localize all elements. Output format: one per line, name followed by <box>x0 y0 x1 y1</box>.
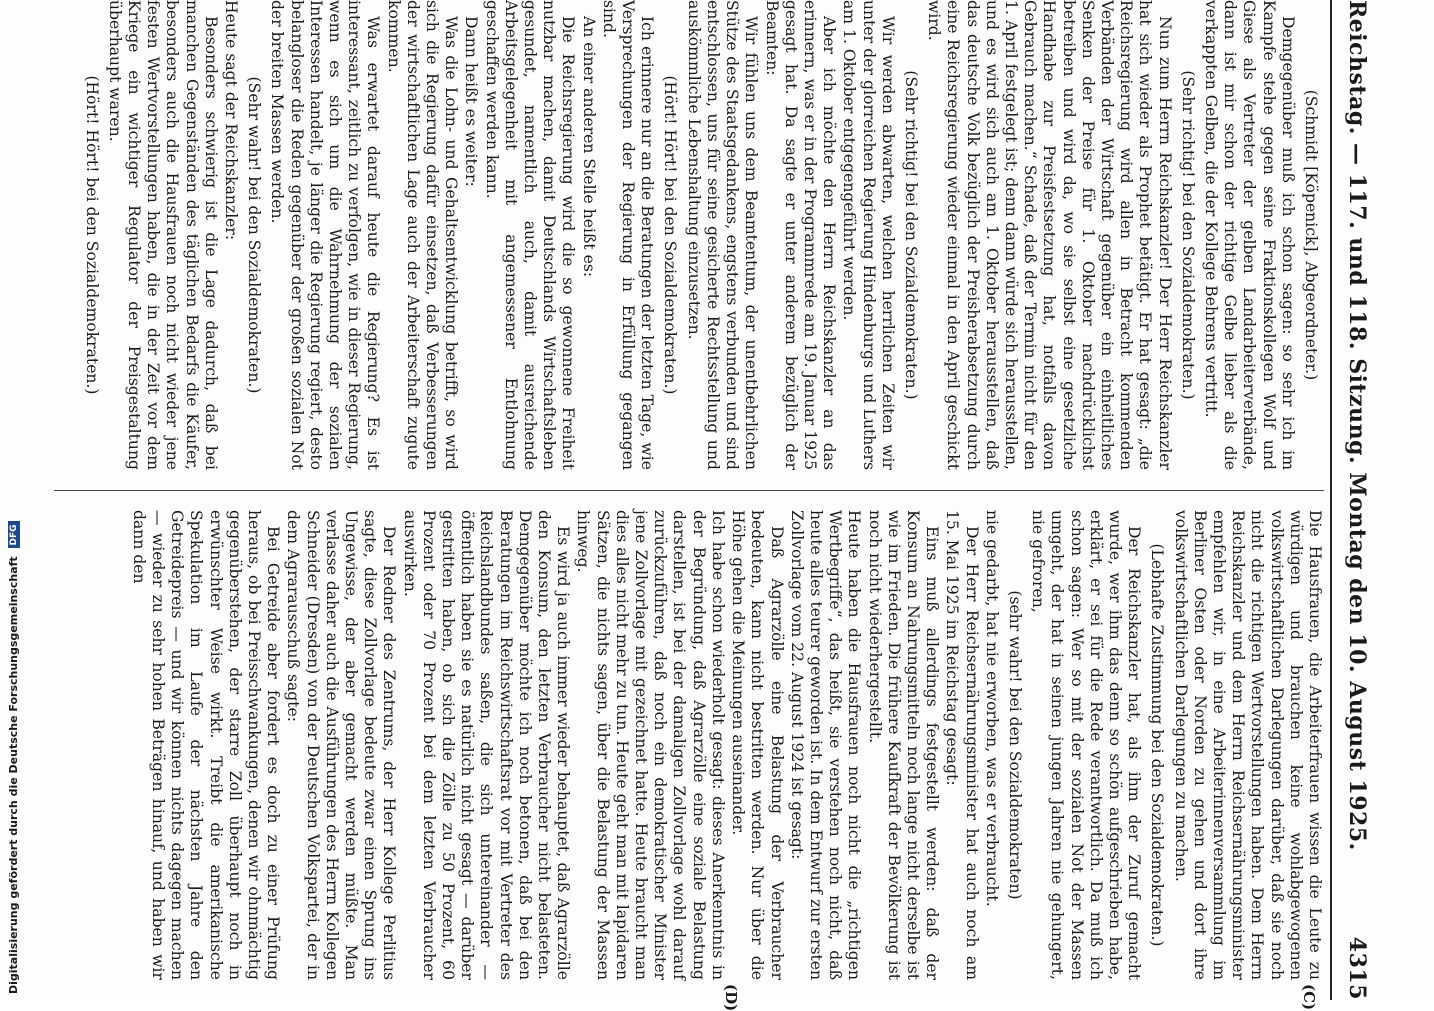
paragraph: Heute sagt der Reichskanzler: <box>222 0 241 241</box>
paragraph: An einer anderen Stelle heißt es: <box>579 16 598 278</box>
page-header <box>1334 0 1380 1000</box>
paragraph: Der Herr Reichsernährungsminister hat auch noch am 15. Mai 1925 im Reichstag gesagt: <box>943 510 981 980</box>
quotation: Eins muß allerdings festgestellt werden: daß der Konsum an Nahrungsmitteln noch lange nicht derselbe ist wie im Frieden. Die frühere Kaufkraft der Bevölkerung ist noch nicht wiederhergestellt. <box>865 510 942 980</box>
paragraph: Die Hausfrauen, die Arbeiterfrauen wissen die Leute zu würdigen und brauchen keine wohlabgewogenen volkswirtschaftlichen Darlegungen darüber, daß sie noch nicht die richtigen Wertvorstellungen haben. Dem Herrn Reichskanzler und dem Herrn Reichsernährungsminister empfehlen wir, in eine Arbeiterinnenversammlung im Berliner Osten oder Norden zu gehen und dort ihre volkswirtschaftlichen Darlegungen zu machen. <box>1171 510 1324 980</box>
paragraph: Heute haben die Hausfrauen noch nicht die „richtigen Wertbegriffe“, das heißt, sie verstehen noch nicht, daß heute alles teurer geworden ist. In dem Entwurf zur ersten Zollvorlage vom 22. August 1924 ist gesagt: <box>787 510 864 980</box>
paragraph: Der Reichskanzler hat, als ihm der Zuruf gemacht wurde, wer ihm das denn so schön aufgeschrieben habe, erklärt, er sei für die Rede verantwortlich. Da muß ich schon sagen: Wer so mit der sozialen Not der Massen umgeht, der hat in seinen jungen Jahren nie gehungert, nie gefroren, <box>1029 510 1144 980</box>
quotation: Bei Getreide aber fordert es doch zu einer Prüfung heraus, ob bei Preisschwankungen, denen wir ohnmächtig gegenüberstehen, der starre Zoll überhaupt noch in erwünschter Weise wirkt. Treibt die amerikanische Spekulation im Laufe der nächsten Jahre den Getreidepreis — und wir können nichts dagegen machen — wieder zu sehr hohen Beträgen hinauf, und haben wir dann den <box>129 510 283 980</box>
column-divider <box>54 490 1324 491</box>
interjection: (Sehr richtig! bei den Sozialdemokraten.) <box>1178 70 1197 400</box>
margin-marker-d: (D) <box>722 984 740 1011</box>
interjection: (Sehr richtig! bei den Sozialdemokraten.) <box>901 70 920 400</box>
quotation: Besonders schwierig ist die Lage dadurch, daß bei manchen Gegenständen des täglichen Bedarfs die Käufer, besonders auch die Hausfrauen noch nicht wieder jene festen Wertvorstellungen haben, die in der Zeit vor dem Kriege ein wichtiger Regulator der Preisgestaltung überhaupt waren. <box>105 0 220 470</box>
margin-marker-c: (C) <box>1300 984 1318 1011</box>
page-number: 4315 <box>1344 936 1370 1000</box>
quotation: Daß Agrarzölle eine Belastung der Verbraucher bedeuten, kann nicht bestritten werden. Nur über die Höhe gehen die Meinungen auseinander. <box>729 510 786 980</box>
interjection: (Sehr wahr! bei den Sozialdemokraten.) <box>245 76 264 394</box>
quotation: Die Reichsregierung wird die so gewonnene Freiheit nutzbar machen, damit Deutschlands Wirtschaftsleben gesundet, namentlich auch, damit ausreichende Arbeitsgelegenheit mit angemessener Entlohnung geschaffen werden kann. <box>482 0 578 470</box>
right-column <box>128 510 1324 980</box>
interjection: (Hört! Hört! bei den Sozialdemokraten.) <box>82 75 101 395</box>
interjection: (Hört! Hört! bei den Sozialdemokraten.) <box>661 75 680 395</box>
header-rule <box>1330 0 1332 1000</box>
paragraph: Es wird ja auch immer wieder behauptet, daß Agrarzölle den Konsum, den letzten Verbraucher nicht belasteten. Demgegenüber möchte ich noch betonen, daß bei den Beratungen im Reichswirtschaftsrat vor mit Vertreter des Reichslandbundes saßen, die sich untereinander — öffentlich haben sie es natürlich nicht gesagt — darüber gestritten haben, ob sich die Zölle zu 50 Prozent, 60 Prozent oder 70 Prozent bei dem letzten Verbraucher auswirken. <box>400 510 573 980</box>
dfg-logo: DFG <box>8 521 20 548</box>
paragraph: Was erwartet darauf heute die Regierung? Es ist interessant, zeitlich zu verfolgen, wie in dieser Regierung, wenn es sich um die Wahrnehmung der sozialen Interessen handelt, je länger die Regierung regiert, desto belangloser die Reden gegenüber der großen sozialen Not der breiten Massen werden. <box>268 0 383 470</box>
quotation: Was die Lohn- und Gehaltsentwicklung betrifft, so wird sich die Regierung dafür einsetzen, daß Verbesserungen der wirtschaftlichen Lage auch der Arbeiterschaft zugute kommen. <box>384 0 461 470</box>
paragraph: Nun zum Herrn Reichskanzler! Der Herr Reichskanzler hat sich wieder als Prophet betätigt. Er hat gesagt: „die Reichsregierung wird allen in Betracht kommenden Verbänden der Wirtschaft gegenüber ein einheitliches Senken der Preise für 1. Oktober nachdrücklichst betreiben und wird da, wo sie selbst eine gesetzliche Handhabe zur Preisfestsetzung hat, notfalls davon Gebrauch machen.“ Schade, daß der Termin nicht für den 1. April festgelegt ist; denn dann würde sich herausstellen, und es wird sich auch am 1. Oktober herausstellen, daß das deutsche Volk bezüglich der Preisherabsetzung durch eine Reichsregierung wieder einmal in den April geschickt wird. <box>925 0 1174 470</box>
interjection: (sehr wahr! bei den Sozialdemokraten) <box>1005 590 1024 900</box>
paragraph: Aber ich möchte den Herrn Reichskanzler an das erinnern, was er in der Programmrede am 19. Januar 1925 gesagt hat. Da sagte er unter anderem bezüglich der Beamten: <box>762 0 839 470</box>
digitization-note <box>7 521 20 994</box>
paragraph: Ich habe schon wiederholt gesagt: dieses Anerkenntnis in der Begründung, daß Agrarzölle eine soziale Belastung darstellen, ist bei der damaligen Zollvorlage wohl darauf zurückzuführen, daß noch ein demokratischer Minister jene Zollvorlage mit gezeichnet hatte. Heute braucht man dies alles nicht mehr zu tun. Heute geht man mit lapidaren Sätzen, die nichts sagen, über die Belastung der Massen hinweg. <box>574 510 727 980</box>
interjection: (Lebhafte Zustimmung bei den Sozialdemokraten.) <box>1148 543 1167 947</box>
speaker-line: (Schmidt [Köpenick], Abgeordneter.) <box>1302 89 1320 381</box>
paragraph: Der Redner des Zentrums, der Herr Kollege Perlitius sagte, diese Zollvorlage bedeute zwar einen Sprung ins Ungewisse, der aber gemacht werden müßte. Man verlasse daher auch die Ausführungen des Herrn Kollegen Schneider (Dresden) von der Deutschen Volkspartei, der in dem Agrarausschuß sagte: <box>284 510 399 980</box>
quotation: Wir fühlen uns dem Beamtentum, der unentbehrlichen Stütze des Staatsgedankens, engstens verbunden und sind entschlossen, uns für seine gesicherte Rechtsstellung und auskömmliche Lebenshaltung einzusetzen. <box>684 0 761 470</box>
paragraph: nie gedarbt, hat nie erworben, was er verbraucht. <box>982 510 1001 907</box>
rotated-page-content <box>40 0 1380 1011</box>
paragraph: Ich erinnere nur an die Beratungen der letzten Tage, wie Versprechungen der Regierung in Erfüllung gegangen sind. <box>599 0 657 470</box>
paragraph: Demgegenüber muß ich schon sagen: so sehr ich im Kampfe stehe gegen seine Fraktionskollegen Wolf und Giese als Vertreter der gelben Landarbeiterverbände, dann ist mir schon der richtige Gelbe lieber als die verkappten Gelben, die der Kollege Behrens vertritt. <box>1201 0 1297 470</box>
running-header: Reichstag. — 117. und 118. Sitzung. Montag den 10. August 1925. <box>1344 0 1370 851</box>
paragraph: Dann heißt es weiter: <box>462 16 481 187</box>
paragraph: Wir werden abwarten, welchen herrlichen Zeiten wir unter der glorreichen Regierung Hindenburgs und Luthers am 1. Oktober entgegengeführt werden. <box>840 0 897 470</box>
left-column <box>77 0 1324 470</box>
funding-note-text: Digitalisierung gefördert durch die Deutsche Forschungsgemeinschaft <box>7 556 20 994</box>
